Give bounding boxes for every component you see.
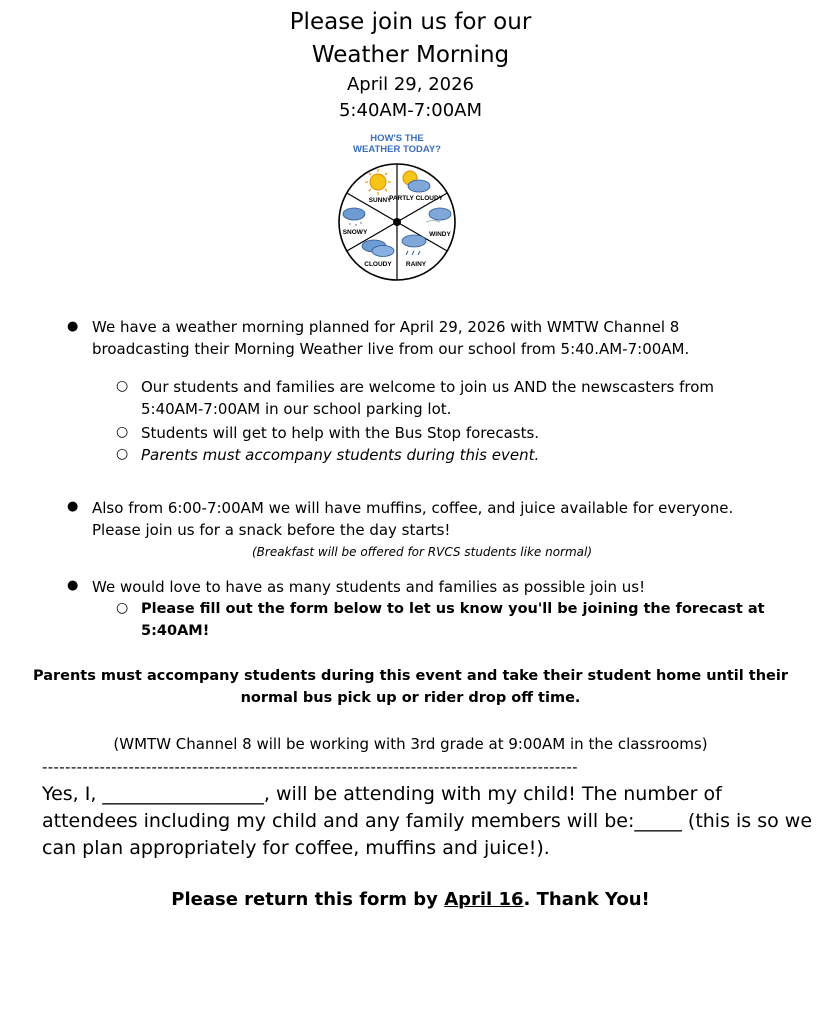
bullet-3-sub-1-line-2: 5:40AM! — [141, 623, 210, 639]
segment-label-rainy: RAINY — [405, 261, 427, 268]
weather-wheel-icon — [330, 130, 464, 282]
form-line-1: Yes, I, _________________, will be attending with my child! The number of — [42, 783, 722, 805]
notice-line-1: Parents must accompany students during this event and take their student home until their — [32, 668, 789, 684]
sub-bullet-circle: ○ — [116, 446, 129, 462]
event-time: 5:40AM-7:00AM — [338, 100, 483, 121]
form-line-3: can plan appropriately for coffee, muffins and juice!). — [42, 837, 550, 859]
sub-bullet-circle: ○ — [116, 600, 129, 616]
notice-line-2: normal bus pick up or rider drop off time. — [240, 690, 581, 706]
bullet-1-sub-1-line-1: Our students and families are welcome to join us AND the newscasters from — [141, 378, 715, 396]
bullet-1-line-2: broadcasting their Morning Weather live from our school from 5:40.AM-7:00AM. — [92, 340, 690, 358]
return-deadline: April 16 — [444, 889, 524, 910]
bullet-1-sub-3: Parents must accompany students during this event. — [141, 446, 540, 464]
bullet-dot: ● — [67, 578, 79, 593]
cut-line-divider: --------------------------------------------------------------------------------------------- — [42, 758, 578, 776]
bullet-dot: ● — [67, 319, 79, 334]
bullet-2-line-1: Also from 6:00-7:00AM we will have muffins, coffee, and juice available for everyone. — [92, 499, 734, 517]
return-prefix: Please return this form by — [171, 889, 445, 910]
sub-bullet-circle: ○ — [116, 424, 129, 440]
breakfast-note: (Breakfast will be offered for RVCS students like normal) — [252, 545, 593, 559]
sub-bullet-circle: ○ — [116, 378, 129, 394]
segment-label-cloudy: CLOUDY — [364, 261, 392, 268]
bullet-1-sub-1-line-2: 5:40AM-7:00AM in our school parking lot. — [141, 400, 452, 418]
bullet-1-sub-2: Students will get to help with the Bus Stop forecasts. — [141, 424, 540, 442]
return-suffix: . Thank You! — [523, 889, 650, 910]
classroom-note: (WMTW Channel 8 will be working with 3rd grade at 9:00AM in the classrooms) — [113, 735, 708, 753]
title-line-2: Weather Morning — [311, 42, 510, 68]
weather-wheel-logo — [330, 130, 464, 282]
event-date: April 29, 2026 — [346, 74, 475, 95]
segment-label-windy: WINDY — [429, 231, 451, 238]
bullet-3-sub-1-line-1: Please fill out the form below to let us know you'll be joining the forecast at — [141, 601, 765, 617]
segment-label-sunny: SUNNY — [368, 197, 392, 204]
return-form-note — [0, 886, 821, 914]
segment-label-snowy: SNOWY — [342, 229, 368, 236]
bullet-3-line-1: We would love to have as many students and families as possible join us! — [92, 578, 646, 596]
title-line-1: Please join us for our — [289, 9, 532, 35]
logo-heading-2: WEATHER TODAY? — [353, 144, 441, 155]
bullet-dot: ● — [67, 499, 79, 514]
segment-label-partly-cloudy: PARTLY CLOUDY — [388, 195, 444, 202]
bullet-1-line-1: We have a weather morning planned for April 29, 2026 with WMTW Channel 8 — [92, 318, 680, 336]
form-line-2: attendees including my child and any family members will be:_____ (this is so we — [42, 810, 813, 832]
bullet-2-line-2: Please join us for a snack before the day starts! — [92, 521, 451, 539]
logo-heading-1: HOW'S THE — [370, 133, 424, 144]
